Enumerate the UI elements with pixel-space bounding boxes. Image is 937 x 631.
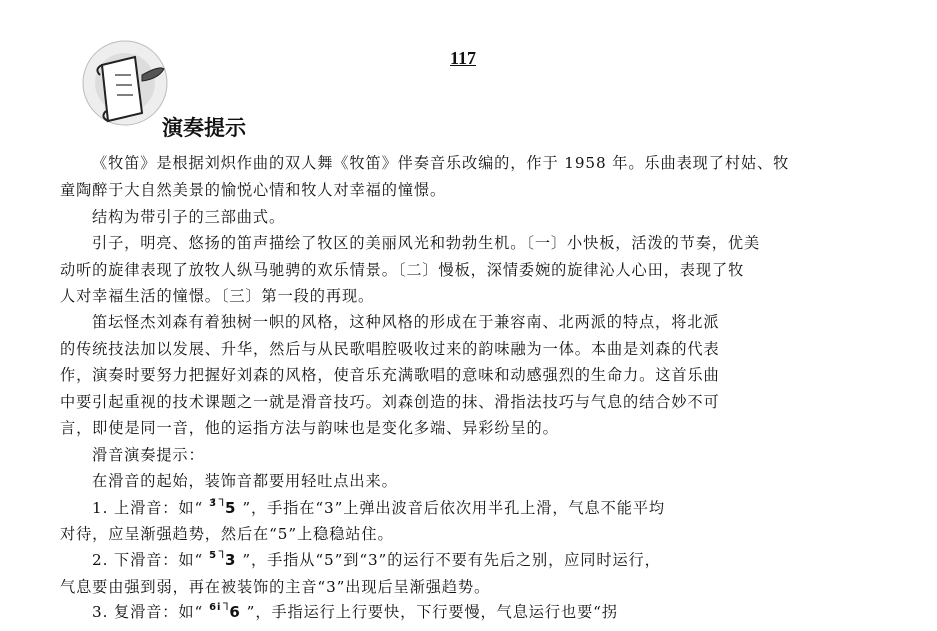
text-line: [92, 208, 285, 226]
line-text: 气息要由强到弱，再在被装饰的主音“3”出现后呈渐强趋势。: [60, 578, 491, 596]
text-line: [92, 234, 760, 252]
line-text: 2. 下滑音：如“: [92, 551, 204, 569]
text-line: [60, 287, 374, 305]
line-text: 言，即使是同一音，他的运指方法与韵味也是变化多端、异彩纷呈的。: [60, 419, 559, 437]
text-line: [92, 603, 618, 621]
text-line: [60, 578, 490, 596]
text-line: [92, 499, 665, 517]
text-line: [92, 446, 205, 464]
grace-note: 3̃: [209, 498, 217, 509]
line-text: 笛坛怪杰刘森有着独树一帜的风格，这种风格的形成在于兼容南、北两派的特点，将北派: [92, 313, 720, 331]
text-line: [92, 472, 398, 490]
line-text: ”，手指在“3”上弹出波音后依次用半孔上滑，气息不能平均: [242, 499, 665, 517]
slide-notation: [209, 551, 236, 569]
line-text: 《牧笛》是根据刘炽作曲的双人舞《牧笛》伴奏音乐改编的，作于 1958 年。乐曲表现了村姑、牧: [92, 154, 790, 172]
line-text: 在滑音的起始，装饰音都要用轻吐点出来。: [92, 472, 398, 490]
text-line: [60, 366, 720, 384]
line-text: ”，手指运行上行要快，下行要慢，气息运行也要“拐: [246, 603, 618, 621]
text-line: [60, 340, 720, 358]
line-text: 结构为带引子的三部曲式。: [92, 208, 286, 226]
text-line: [60, 181, 446, 199]
text-line: [60, 419, 559, 437]
line-text: 作，演奏时要努力把握好刘森的风格，使音乐充满歌唱的意味和动感强烈的生命力。这首乐曲: [60, 366, 720, 384]
section-heading: 演奏提示: [162, 116, 246, 140]
line-text: 滑音演奏提示：: [92, 446, 205, 464]
text-line: [92, 154, 789, 172]
grace-note: 6i: [209, 602, 222, 613]
line-text: 动听的旋律表现了放牧人纵马驰骋的欢乐情景。〔二〕慢板，深情委婉的旋律沁人心田，表现了牧: [60, 261, 745, 279]
slide-notation: [209, 499, 236, 517]
line-text: 引子，明亮、悠扬的笛声描绘了牧区的美丽风光和勃勃生机。〔一〕小快板，活泼的节奏，优美: [92, 234, 761, 252]
page-number: 117: [450, 48, 477, 68]
line-text: 的传统技法加以发展、升华，然后与从民歌唱腔吸收过来的韵味融为一体。本曲是刘森的代表: [60, 340, 720, 358]
line-text: 3. 复滑音：如“: [92, 603, 204, 621]
main-note: 6: [229, 603, 241, 621]
line-text: ”，手指从“5”到“3”的运行不要有先后之别，应同时运行，: [242, 551, 661, 569]
line-text: 童陶醉于大自然美景的愉悦心情和牧人对幸福的憧憬。: [60, 181, 447, 199]
main-note: 3: [224, 551, 237, 569]
text-line: [60, 261, 744, 279]
scroll-quill-icon: [80, 35, 170, 135]
line-text: 人对幸福生活的憧憬。〔三〕第一段的再现。: [60, 287, 375, 305]
line-text: 中要引起重视的技术课题之一就是滑音技巧。刘森创造的抹、滑指法技巧与气息的结合妙不可: [60, 393, 720, 411]
text-line: [60, 525, 394, 543]
text-line: [92, 551, 661, 569]
line-text: 对待，应呈渐强趋势，然后在“5”上稳稳站住。: [60, 525, 394, 543]
slide-mark-icon: ᒣ: [217, 498, 225, 509]
text-line: [60, 393, 720, 411]
slide-notation: [209, 603, 241, 621]
main-note: 5: [224, 499, 237, 517]
slide-mark-icon: ᒣ: [217, 550, 225, 561]
line-text: 1. 上滑音：如“: [92, 499, 204, 517]
text-line: [92, 313, 719, 331]
grace-note: 5: [209, 550, 217, 561]
slide-mark-icon: ᒣ: [222, 602, 230, 613]
